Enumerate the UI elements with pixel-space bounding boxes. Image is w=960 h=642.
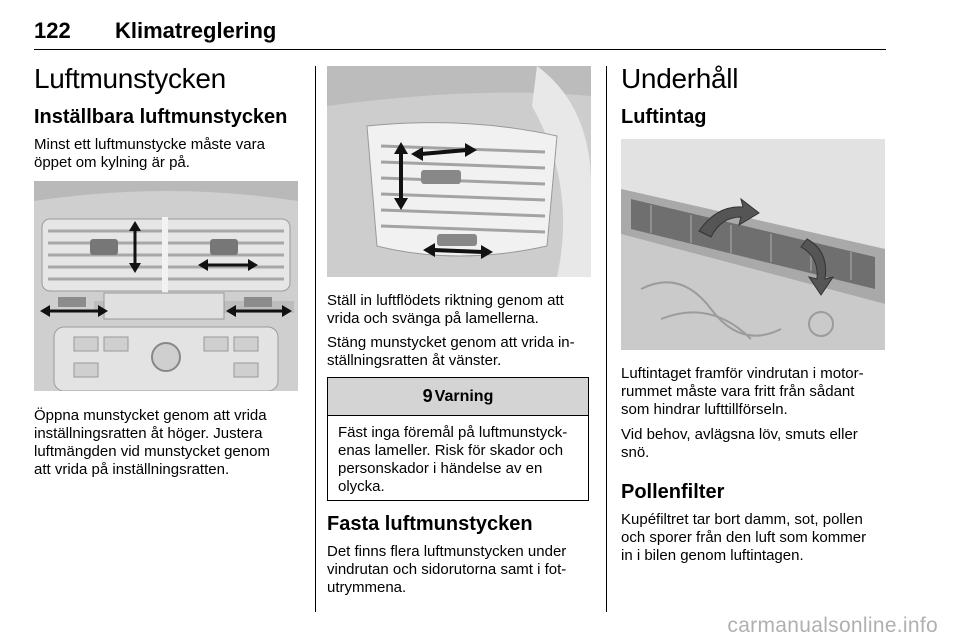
fixed-vents-paragraph: [327, 543, 566, 597]
text-line: Stäng munstycket genom att vrida in-: [327, 334, 575, 351]
subsection-title-air-intake: Luftintag: [621, 106, 707, 128]
text-line: personskador i händelse av en: [338, 460, 543, 477]
text-line: ställningsratten åt vänster.: [327, 352, 502, 369]
text-line: vrida och svänga på lamellerna.: [327, 310, 539, 327]
text-line: Kupéfiltret tar bort damm, sot, pollen: [621, 511, 863, 528]
subsection-title-fixed-vents: Fasta luftmunstycken: [327, 513, 533, 535]
text-line: in i bilen genom luftintagen.: [621, 547, 804, 564]
chapter-title: Klimatreglering: [115, 18, 277, 43]
clear-debris-paragraph: [621, 426, 858, 462]
air-intake-illustration: [621, 139, 885, 350]
text-line: luftmängden vid munstycket genom: [34, 443, 270, 460]
text-line: enas lameller. Risk för skador och: [338, 442, 564, 459]
air-intake-paragraph: [621, 365, 864, 419]
side-vent-illustration: [327, 66, 591, 277]
text-line: som hindrar lufttillförseln.: [621, 401, 788, 418]
close-vent-paragraph: [327, 334, 575, 370]
subsection-title-pollen-filter: Pollenfilter: [621, 481, 725, 503]
column-divider-1: [315, 66, 316, 612]
text-line: snö.: [621, 444, 650, 461]
section-title-maintenance: Underhåll: [621, 63, 739, 94]
text-line: Ställ in luftflödets riktning genom att: [327, 292, 564, 309]
page-number: 122: [34, 18, 71, 43]
warning-text: [328, 416, 588, 496]
pollen-filter-paragraph: [621, 511, 866, 565]
open-vent-paragraph: [34, 407, 270, 479]
column-divider-2: [606, 66, 607, 612]
warning-header: [328, 378, 588, 416]
text-line: vindrutan och sidorutorna samt i fot-: [327, 561, 567, 578]
warning-icon: 9: [422, 386, 433, 406]
subsection-title-adjustable-vents: Inställbara luftmunstycken: [34, 106, 288, 128]
text-line: Öppna munstycket genom att vrida: [34, 407, 267, 424]
text-line: rummet måste vara fritt från sådant: [621, 383, 855, 400]
text-line: olycka.: [338, 478, 385, 495]
text-line: och sporer från den luft som kommer: [621, 529, 867, 546]
text-line: Luftintaget framför vindrutan i motor-: [621, 365, 864, 382]
text-line: Det finns flera luftmunstycken under: [327, 543, 567, 560]
text-line: Vid behov, avlägsna löv, smuts eller: [621, 426, 858, 443]
text-line: öppet om kylning är på.: [34, 154, 190, 171]
dashboard-vents-illustration: [34, 181, 298, 391]
watermark-text: carmanualsonline.info: [727, 614, 938, 637]
warning-title: Varning: [434, 387, 494, 405]
direction-paragraph: [327, 292, 564, 328]
text-line: Minst ett luftmunstycke måste vara: [34, 136, 265, 153]
text-line: inställningsratten åt höger. Justera: [34, 425, 263, 442]
warning-box: [327, 377, 589, 501]
text-line: att vrida på inställningsratten.: [34, 461, 230, 478]
header-rule: [34, 49, 886, 50]
text-line: utrymmena.: [327, 579, 407, 596]
text-line: Fäst inga föremål på luftmunstyck-: [338, 424, 568, 441]
intro-paragraph: [34, 136, 265, 172]
section-title-luftmunstycken: Luftmunstycken: [34, 63, 226, 94]
